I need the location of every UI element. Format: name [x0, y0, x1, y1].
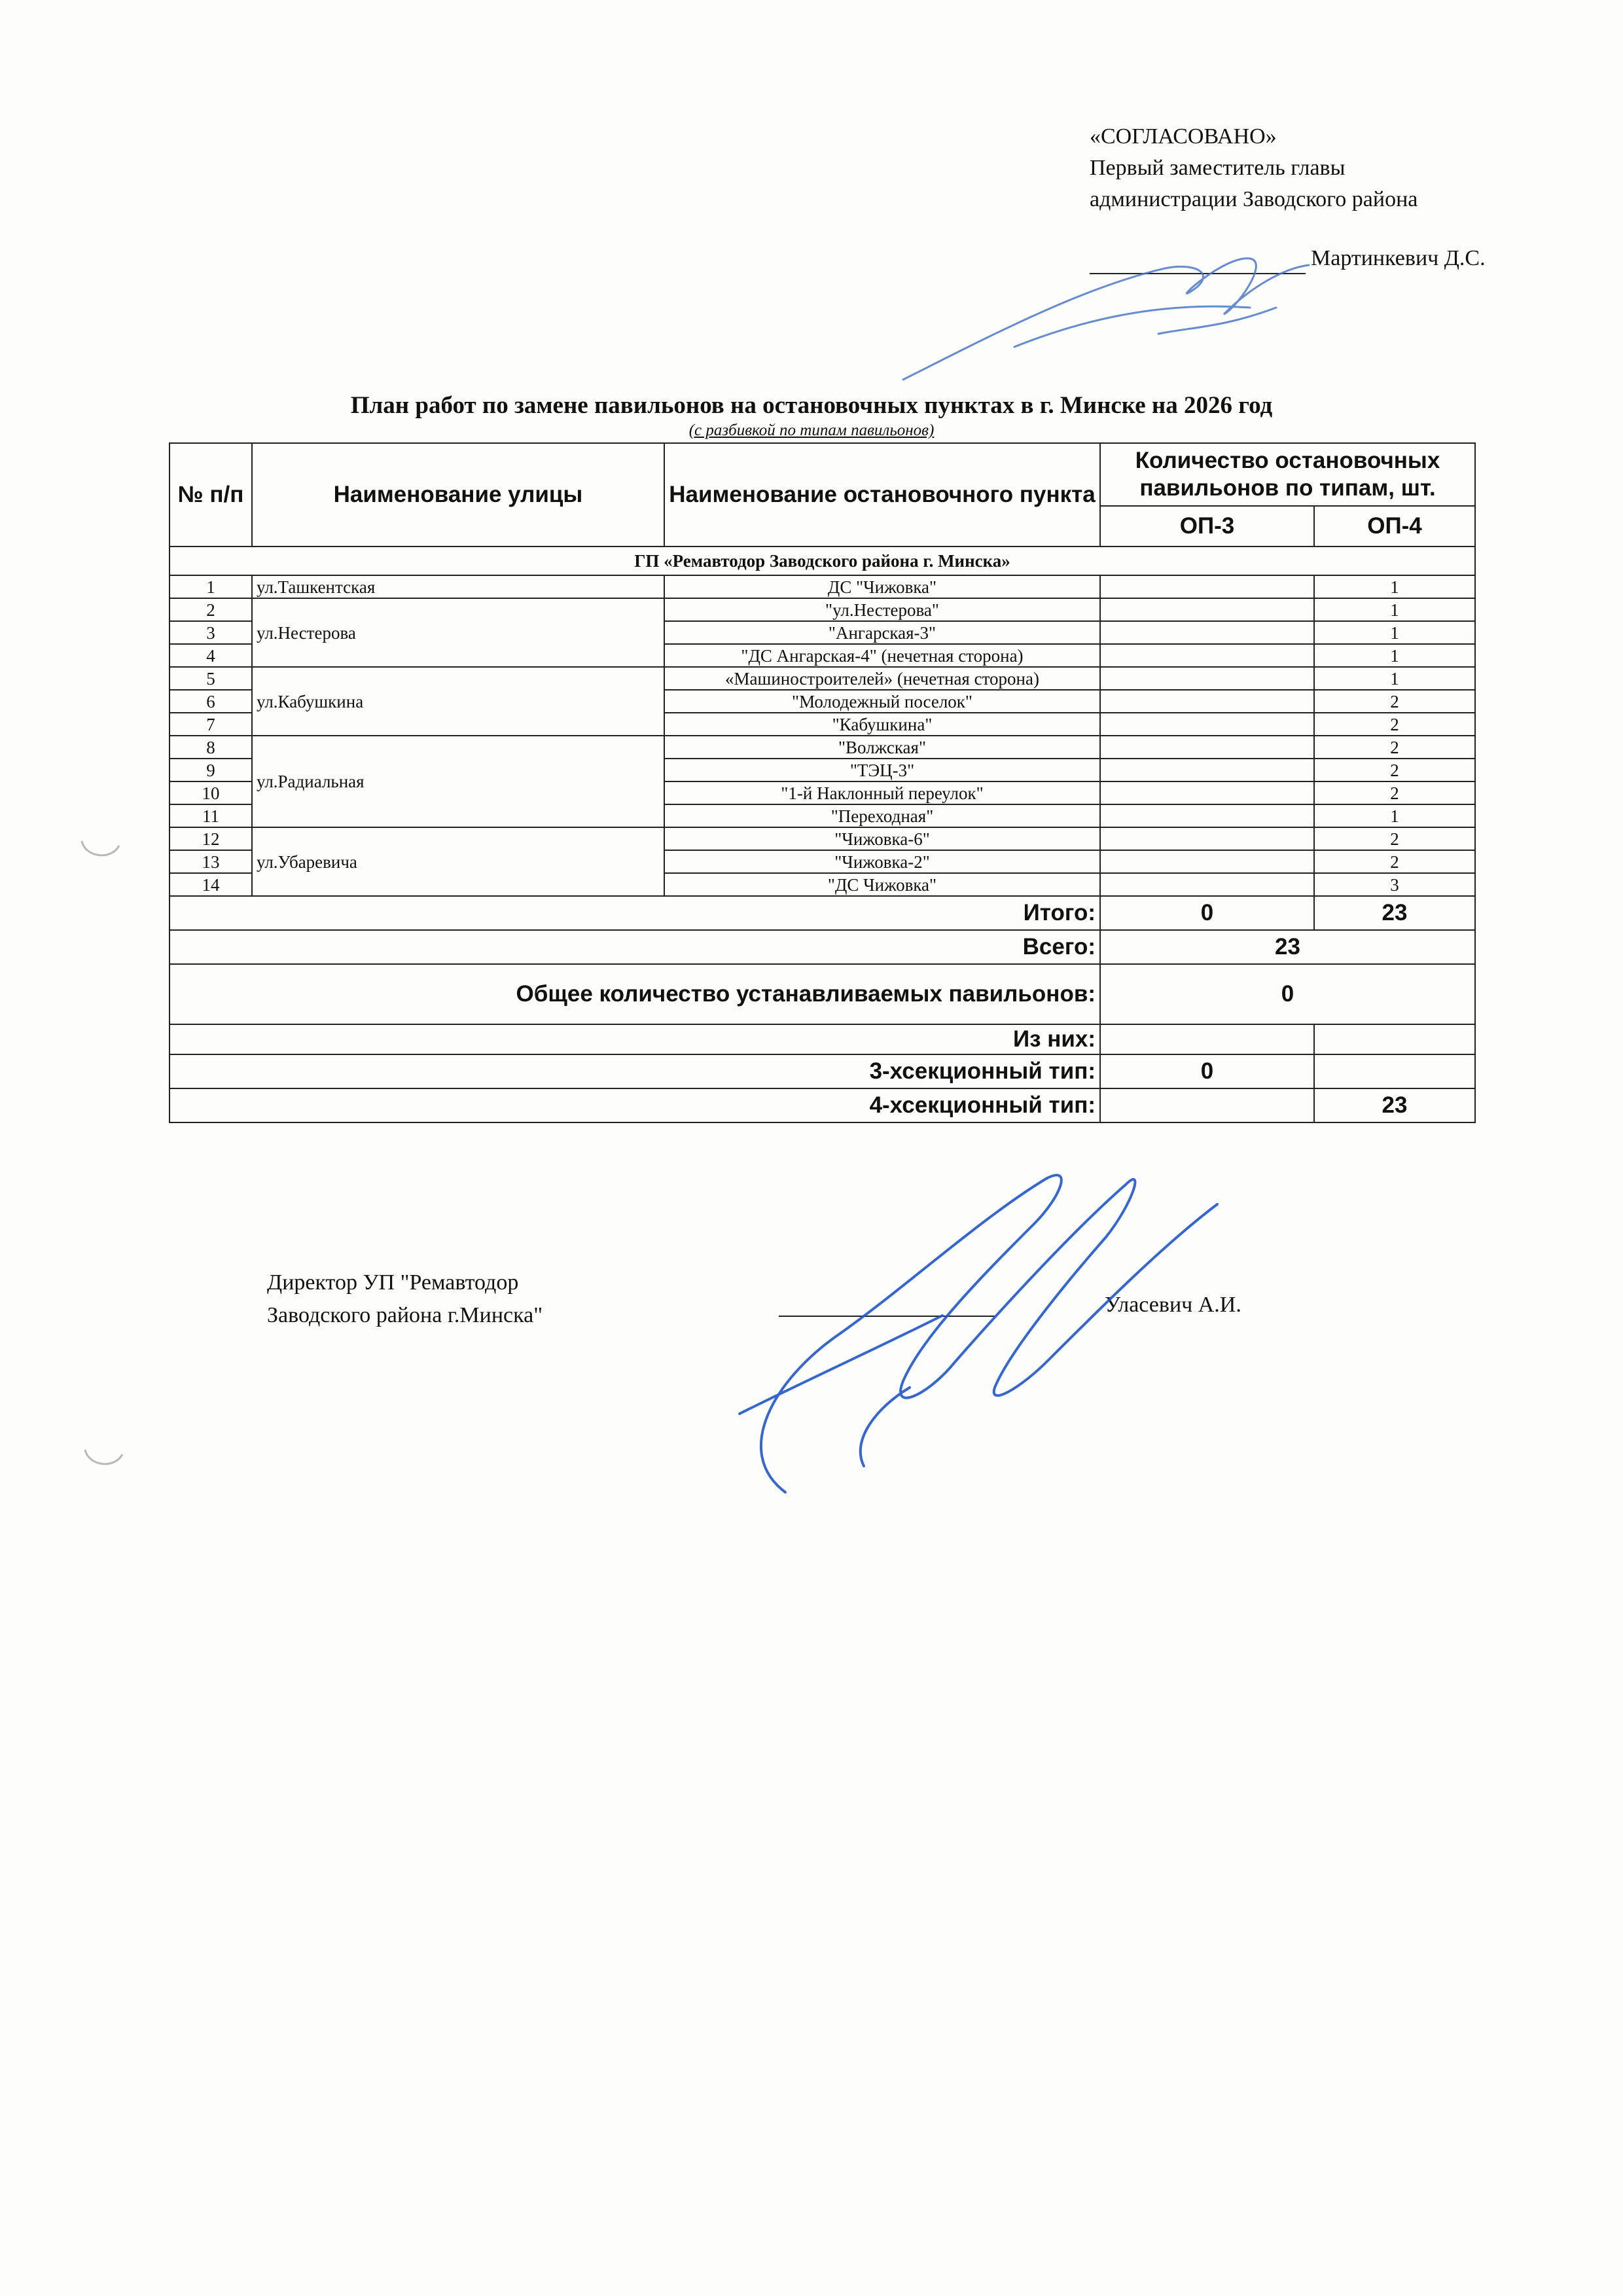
total-installed-label: Общее количество устанавливаемых павильонов:	[169, 964, 1100, 1024]
approval-position-line2: администрации Заводского района	[1090, 187, 1418, 211]
director-position-line2: Заводского района г.Минска"	[267, 1303, 543, 1327]
row-number: 11	[169, 804, 252, 827]
op3-count	[1100, 644, 1314, 667]
stop-name: "ДС Чижовка"	[664, 873, 1100, 896]
stop-name: "1-й Наклонный переулок"	[664, 781, 1100, 804]
op4-count: 2	[1314, 827, 1475, 850]
op4-count: 2	[1314, 713, 1475, 736]
table-row	[169, 598, 1475, 621]
table-row	[169, 667, 1475, 690]
table-row	[169, 736, 1475, 759]
director-name: Уласевич А.И.	[1105, 1293, 1241, 1317]
row-number: 7	[169, 713, 252, 736]
iz-nih-label: Из них:	[169, 1024, 1100, 1054]
organization-row	[169, 547, 1475, 575]
total-installed-value: 0	[1100, 964, 1475, 1024]
document-title: План работ по замене павильонов на остановочных пунктах в г. Минске на 2026 год	[350, 392, 1273, 419]
op4-count: 2	[1314, 759, 1475, 781]
vsego-label: Всего:	[169, 930, 1100, 964]
stop-name: "Волжская"	[664, 736, 1100, 759]
row-number: 8	[169, 736, 252, 759]
op4-count: 2	[1314, 736, 1475, 759]
stop-name: «Машиностроителей» (нечетная сторона)	[664, 667, 1100, 690]
row-number: 13	[169, 850, 252, 873]
op4-count: 1	[1314, 575, 1475, 598]
iz-nih-op4	[1314, 1024, 1475, 1054]
type4-label: 4-хсекционный тип:	[169, 1088, 1100, 1122]
stop-name: "Молодежный поселок"	[664, 690, 1100, 713]
approval-name: Мартинкевич Д.С.	[1311, 246, 1486, 270]
header-street: Наименование улицы	[252, 443, 664, 547]
organization-name: ГП «Ремавтодор Заводского района г. Минска»	[169, 547, 1475, 575]
op3-count	[1100, 621, 1314, 644]
stop-name: ДС "Чижовка"	[664, 575, 1100, 598]
stop-name: "ТЭЦ-3"	[664, 759, 1100, 781]
director-block	[267, 1266, 543, 1332]
itogo-op4: 23	[1314, 896, 1475, 930]
punch-hole-mark	[79, 838, 124, 864]
op4-count: 2	[1314, 850, 1475, 873]
op3-count	[1100, 690, 1314, 713]
total-installed-row	[169, 964, 1475, 1024]
type3-value: 0	[1100, 1054, 1314, 1088]
approval-signature-line	[1090, 249, 1306, 274]
row-number: 9	[169, 759, 252, 781]
pavilion-plan-table	[169, 442, 1476, 1123]
row-number: 10	[169, 781, 252, 804]
op4-count: 3	[1314, 873, 1475, 896]
approval-stamp: «СОГЛАСОВАНО»	[1090, 124, 1277, 149]
op4-count: 1	[1314, 804, 1475, 827]
stop-name: "Ангарская-3"	[664, 621, 1100, 644]
header-count: Количество остановочных павильонов по типам, шт.	[1100, 443, 1475, 506]
type4-op3-empty	[1100, 1088, 1314, 1122]
street-name: ул.Ташкентская	[252, 575, 664, 598]
street-name: ул.Нестерова	[252, 598, 664, 667]
row-number: 2	[169, 598, 252, 621]
type3-op4-empty	[1314, 1054, 1475, 1088]
op3-count	[1100, 713, 1314, 736]
iz-nih-row	[169, 1024, 1475, 1054]
row-number: 1	[169, 575, 252, 598]
op3-count	[1100, 873, 1314, 896]
type3-label: 3-хсекционный тип:	[169, 1054, 1100, 1088]
header-op4: ОП-4	[1314, 506, 1475, 547]
stop-name: "ДС Ангарская-4" (нечетная сторона)	[664, 644, 1100, 667]
op3-count	[1100, 736, 1314, 759]
street-name: ул.Кабушкина	[252, 667, 664, 736]
row-number: 12	[169, 827, 252, 850]
op4-count: 1	[1314, 621, 1475, 644]
row-number: 3	[169, 621, 252, 644]
director-position-line1: Директор УП "Ремавтодор	[267, 1270, 519, 1295]
director-signature-line	[779, 1316, 995, 1317]
approval-block	[1090, 121, 1486, 274]
type4-row	[169, 1088, 1475, 1122]
op3-count	[1100, 598, 1314, 621]
approval-signature-row	[1090, 243, 1486, 274]
punch-hole-mark	[82, 1446, 128, 1473]
document-subtitle: (с разбивкой по типам павильонов)	[688, 422, 935, 439]
table-row	[169, 575, 1475, 598]
header-op3: ОП-3	[1100, 506, 1314, 547]
itogo-label: Итого:	[169, 896, 1100, 930]
iz-nih-op3	[1100, 1024, 1314, 1054]
row-number: 5	[169, 667, 252, 690]
type4-value: 23	[1314, 1088, 1475, 1122]
header-stop: Наименование остановочного пункта	[664, 443, 1100, 547]
op3-count	[1100, 759, 1314, 781]
op3-count	[1100, 575, 1314, 598]
stop-name: "Кабушкина"	[664, 713, 1100, 736]
op3-count	[1100, 804, 1314, 827]
stop-name: "ул.Нестерова"	[664, 598, 1100, 621]
row-number: 6	[169, 690, 252, 713]
op4-count: 1	[1314, 644, 1475, 667]
row-number: 14	[169, 873, 252, 896]
op3-count	[1100, 850, 1314, 873]
stop-name: "Чижовка-2"	[664, 850, 1100, 873]
op4-count: 2	[1314, 690, 1475, 713]
street-name: ул.Убаревича	[252, 827, 664, 896]
stop-name: "Чижовка-6"	[664, 827, 1100, 850]
itogo-row	[169, 896, 1475, 930]
street-name: ул.Радиальная	[252, 736, 664, 827]
op4-count: 1	[1314, 667, 1475, 690]
header-num: № п/п	[169, 443, 252, 547]
table-row	[169, 827, 1475, 850]
op3-count	[1100, 781, 1314, 804]
vsego-value: 23	[1100, 930, 1475, 964]
op4-count: 2	[1314, 781, 1475, 804]
op3-count	[1100, 827, 1314, 850]
op3-count	[1100, 667, 1314, 690]
stop-name: "Переходная"	[664, 804, 1100, 827]
table-header-row	[169, 443, 1475, 506]
type3-row	[169, 1054, 1475, 1088]
vsego-row	[169, 930, 1475, 964]
op4-count: 1	[1314, 598, 1475, 621]
approval-position-line1: Первый заместитель главы	[1090, 156, 1346, 180]
row-number: 4	[169, 644, 252, 667]
itogo-op3: 0	[1100, 896, 1314, 930]
